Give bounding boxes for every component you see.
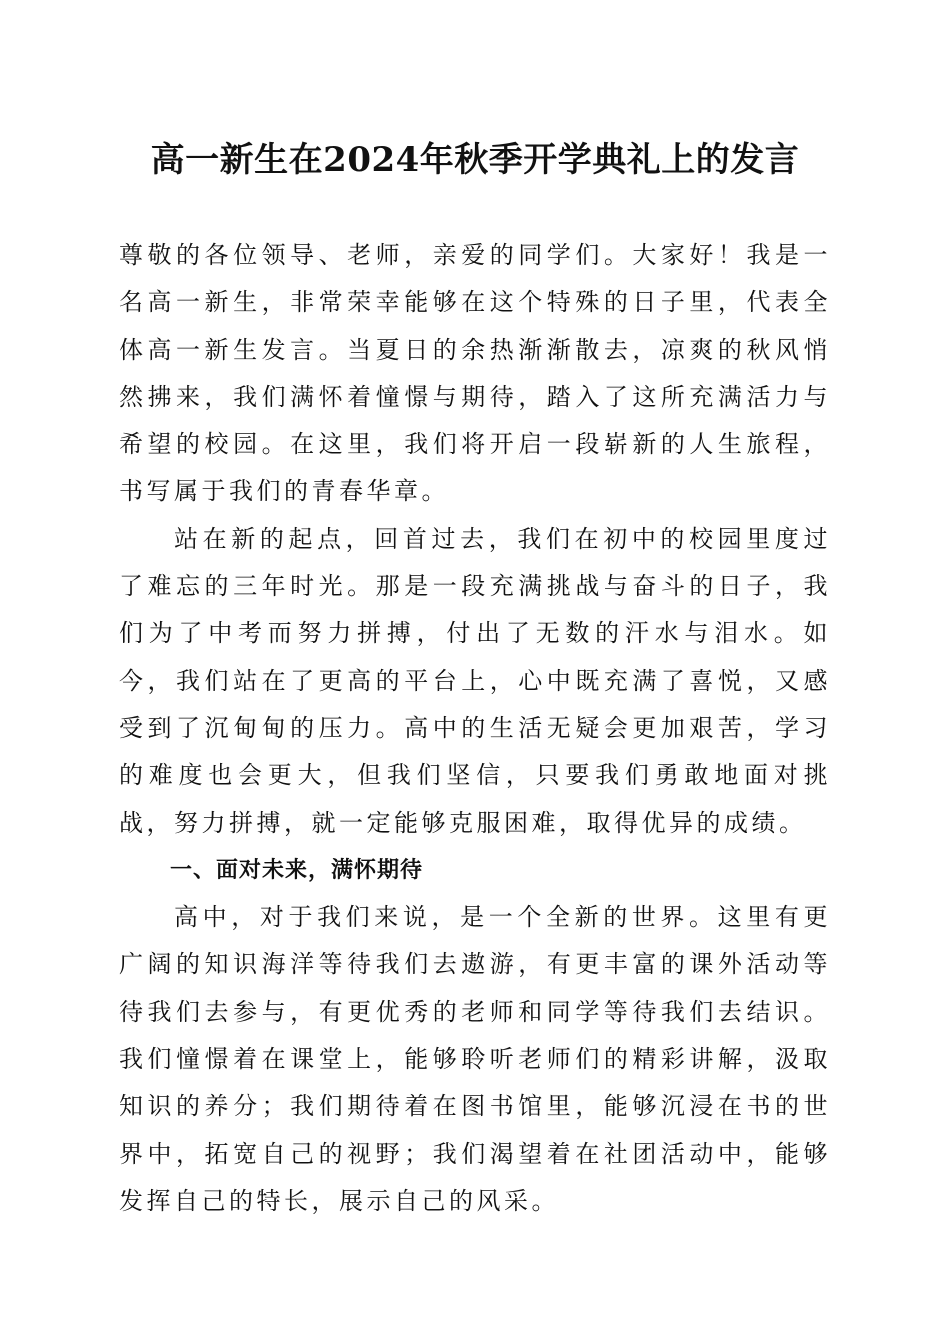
paragraph-greeting: 尊敬的各位领导、老师，亲爱的同学们。大家好！我是一名高一新生，非常荣幸能够在这个特殊的日子里，代表全体高一新生发言。当夏日的余热渐渐散去，凉爽的秋风悄然拂来，我们满怀着憧憬与期待，踏入了这所充满活力与希望的校园。在这里，我们将开启一段崭新的人生旅程，书写属于我们的青春华章。: [119, 241, 831, 506]
paragraph-high-school: 高中，对于我们来说，是一个全新的世界。这里有更广阔的知识海洋等待我们去遨游，有更丰富的课外活动等待我们去参与，有更优秀的老师和同学等待我们去结识。我们憧憬着在课堂上，能够聆听老师们的精彩讲解，汲取知识的养分；我们期待着在图书馆里，能够沉浸在书的世界中，拓宽自己的视野；我们渴望着在社团活动中，能够发挥自己的特长，展示自己的风采。: [119, 903, 831, 1215]
document-body: [119, 232, 831, 1225]
document-title: 高一新生在2024年秋季开学典礼上的发言: [150, 140, 800, 180]
section-heading: 一、面对未来，满怀期待: [170, 857, 424, 883]
paragraph-new-start: 站在新的起点，回首过去，我们在初中的校园里度过了难忘的三年时光。那是一段充满挑战与奋斗的日子，我们为了中考而努力拼搏，付出了无数的汗水与泪水。如今，我们站在了更高的平台上，心中既充满了喜悦，又感受到了沉甸甸的压力。高中的生活无疑会更加艰苦，学习的难度也会更大，但我们坚信，只要我们勇敢地面对挑战，努力拼搏，就一定能够克服困难，取得优异的成绩。: [119, 524, 831, 837]
